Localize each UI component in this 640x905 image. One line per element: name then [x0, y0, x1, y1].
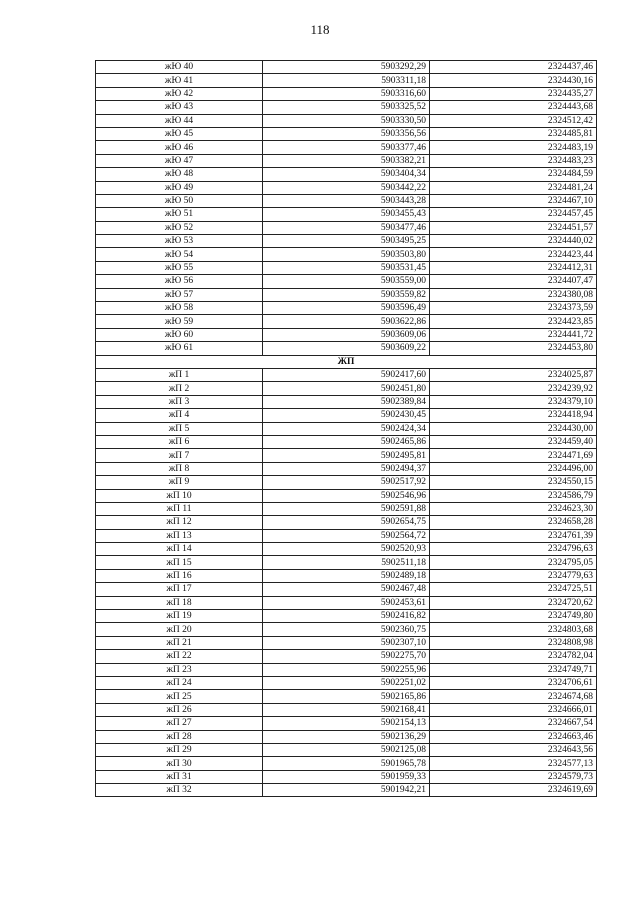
x-coordinate-cell: 5902489,18 [263, 569, 430, 582]
x-coordinate-cell: 5902494,37 [263, 462, 430, 475]
y-coordinate-cell: 2324484,59 [430, 168, 597, 181]
table-row [96, 168, 597, 181]
table-row [96, 623, 597, 636]
y-coordinate-cell: 2324803,68 [430, 623, 597, 636]
y-coordinate-cell: 2324437,46 [430, 61, 597, 74]
point-name-cell: жЮ 47 [96, 154, 263, 167]
x-coordinate-cell: 5902154,13 [263, 717, 430, 730]
point-name-cell: жП 11 [96, 502, 263, 515]
table-row [96, 449, 597, 462]
y-coordinate-cell: 2324749,71 [430, 663, 597, 676]
y-coordinate-cell: 2324795,05 [430, 556, 597, 569]
table-row [96, 462, 597, 475]
point-name-cell: жП 20 [96, 623, 263, 636]
x-coordinate-cell: 5902654,75 [263, 516, 430, 529]
y-coordinate-cell: 2324483,19 [430, 141, 597, 154]
y-coordinate-cell: 2324749,80 [430, 610, 597, 623]
point-name-cell: жП 27 [96, 717, 263, 730]
point-name-cell: жП 7 [96, 449, 263, 462]
table-row [96, 489, 597, 502]
table-row [96, 328, 597, 341]
point-name-cell: жЮ 49 [96, 181, 263, 194]
table-row [96, 61, 597, 74]
x-coordinate-cell: 5901965,78 [263, 757, 430, 770]
point-name-cell: жЮ 44 [96, 114, 263, 127]
y-coordinate-cell: 2324481,24 [430, 181, 597, 194]
table-row [96, 154, 597, 167]
x-coordinate-cell: 5901942,21 [263, 784, 430, 797]
x-coordinate-cell: 5902495,81 [263, 449, 430, 462]
x-coordinate-cell: 5902465,86 [263, 435, 430, 448]
point-name-cell: жЮ 45 [96, 127, 263, 140]
x-coordinate-cell: 5902564,72 [263, 529, 430, 542]
point-name-cell: жП 25 [96, 690, 263, 703]
table-row [96, 315, 597, 328]
y-coordinate-cell: 2324643,56 [430, 743, 597, 756]
x-coordinate-cell: 5902453,61 [263, 596, 430, 609]
x-coordinate-cell: 5902165,86 [263, 690, 430, 703]
y-coordinate-cell: 2324453,80 [430, 342, 597, 355]
table-row [96, 703, 597, 716]
y-coordinate-cell: 2324471,69 [430, 449, 597, 462]
x-coordinate-cell: 5902467,48 [263, 583, 430, 596]
point-name-cell: жП 8 [96, 462, 263, 475]
point-name-cell: жП 32 [96, 784, 263, 797]
point-name-cell: жП 12 [96, 516, 263, 529]
x-coordinate-cell: 5902451,80 [263, 382, 430, 395]
table-row [96, 87, 597, 100]
table-row [96, 757, 597, 770]
point-name-cell: жЮ 51 [96, 208, 263, 221]
y-coordinate-cell: 2324407,47 [430, 275, 597, 288]
point-name-cell: жП 3 [96, 395, 263, 408]
x-coordinate-cell: 5901959,33 [263, 770, 430, 783]
y-coordinate-cell: 2324579,73 [430, 770, 597, 783]
x-coordinate-cell: 5902275,70 [263, 650, 430, 663]
y-coordinate-cell: 2324379,10 [430, 395, 597, 408]
table-row [96, 141, 597, 154]
section-label: ЖП [96, 355, 597, 368]
coordinates-table [95, 60, 597, 797]
y-coordinate-cell: 2324512,42 [430, 114, 597, 127]
x-coordinate-cell: 5902416,82 [263, 610, 430, 623]
x-coordinate-cell: 5902591,88 [263, 502, 430, 515]
table-section [96, 355, 597, 368]
point-name-cell: жП 26 [96, 703, 263, 716]
point-name-cell: жП 17 [96, 583, 263, 596]
table-row [96, 743, 597, 756]
table-row [96, 382, 597, 395]
table-row [96, 529, 597, 542]
y-coordinate-cell: 2324808,98 [430, 636, 597, 649]
y-coordinate-cell: 2324423,44 [430, 248, 597, 261]
x-coordinate-cell: 5903609,22 [263, 342, 430, 355]
point-name-cell: жП 14 [96, 543, 263, 556]
x-coordinate-cell: 5903503,80 [263, 248, 430, 261]
x-coordinate-cell: 5903382,21 [263, 154, 430, 167]
table-row [96, 114, 597, 127]
y-coordinate-cell: 2324619,69 [430, 784, 597, 797]
y-coordinate-cell: 2324674,68 [430, 690, 597, 703]
x-coordinate-cell: 5903325,52 [263, 101, 430, 114]
point-name-cell: жП 24 [96, 676, 263, 689]
point-name-cell: жП 21 [96, 636, 263, 649]
point-name-cell: жЮ 59 [96, 315, 263, 328]
table-row [96, 502, 597, 515]
x-coordinate-cell: 5903531,45 [263, 261, 430, 274]
y-coordinate-cell: 2324483,23 [430, 154, 597, 167]
point-name-cell: жП 13 [96, 529, 263, 542]
table-row [96, 342, 597, 355]
y-coordinate-cell: 2324496,00 [430, 462, 597, 475]
table-row [96, 127, 597, 140]
x-coordinate-cell: 5902255,96 [263, 663, 430, 676]
x-coordinate-cell: 5903559,82 [263, 288, 430, 301]
table-row [96, 663, 597, 676]
point-name-cell: жЮ 56 [96, 275, 263, 288]
table-row [96, 690, 597, 703]
point-name-cell: жП 4 [96, 409, 263, 422]
x-coordinate-cell: 5902417,60 [263, 368, 430, 381]
x-coordinate-cell: 5903596,49 [263, 302, 430, 315]
y-coordinate-cell: 2324430,16 [430, 74, 597, 87]
x-coordinate-cell: 5902511,18 [263, 556, 430, 569]
table-row [96, 275, 597, 288]
y-coordinate-cell: 2324586,79 [430, 489, 597, 502]
y-coordinate-cell: 2324380,08 [430, 288, 597, 301]
y-coordinate-cell: 2324706,61 [430, 676, 597, 689]
x-coordinate-cell: 5902307,10 [263, 636, 430, 649]
table-row [96, 636, 597, 649]
y-coordinate-cell: 2324725,51 [430, 583, 597, 596]
point-name-cell: жЮ 52 [96, 221, 263, 234]
table-row [96, 569, 597, 582]
x-coordinate-cell: 5902389,84 [263, 395, 430, 408]
table-row [96, 221, 597, 234]
y-coordinate-cell: 2324423,85 [430, 315, 597, 328]
y-coordinate-cell: 2324430,00 [430, 422, 597, 435]
point-name-cell: жП 28 [96, 730, 263, 743]
y-coordinate-cell: 2324761,39 [430, 529, 597, 542]
table-row [96, 784, 597, 797]
x-coordinate-cell: 5903442,22 [263, 181, 430, 194]
point-name-cell: жП 10 [96, 489, 263, 502]
point-name-cell: жЮ 61 [96, 342, 263, 355]
table-row [96, 208, 597, 221]
y-coordinate-cell: 2324373,59 [430, 302, 597, 315]
y-coordinate-cell: 2324239,92 [430, 382, 597, 395]
point-name-cell: жП 19 [96, 610, 263, 623]
x-coordinate-cell: 5902424,34 [263, 422, 430, 435]
y-coordinate-cell: 2324457,45 [430, 208, 597, 221]
point-name-cell: жЮ 46 [96, 141, 263, 154]
point-name-cell: жП 29 [96, 743, 263, 756]
point-name-cell: жЮ 58 [96, 302, 263, 315]
y-coordinate-cell: 2324782,04 [430, 650, 597, 663]
y-coordinate-cell: 2324467,10 [430, 194, 597, 207]
x-coordinate-cell: 5902125,08 [263, 743, 430, 756]
point-name-cell: жЮ 48 [96, 168, 263, 181]
y-coordinate-cell: 2324720,62 [430, 596, 597, 609]
point-name-cell: жП 22 [96, 650, 263, 663]
x-coordinate-cell: 5903477,46 [263, 221, 430, 234]
x-coordinate-cell: 5903330,50 [263, 114, 430, 127]
table-row [96, 583, 597, 596]
y-coordinate-cell: 2324623,30 [430, 502, 597, 515]
table-row [96, 235, 597, 248]
y-coordinate-cell: 2324779,63 [430, 569, 597, 582]
x-coordinate-cell: 5903311,18 [263, 74, 430, 87]
y-coordinate-cell: 2324658,28 [430, 516, 597, 529]
x-coordinate-cell: 5902168,41 [263, 703, 430, 716]
table-row [96, 288, 597, 301]
y-coordinate-cell: 2324666,01 [430, 703, 597, 716]
x-coordinate-cell: 5902546,96 [263, 489, 430, 502]
table-row [96, 395, 597, 408]
y-coordinate-cell: 2324451,57 [430, 221, 597, 234]
point-name-cell: жП 5 [96, 422, 263, 435]
point-name-cell: жП 23 [96, 663, 263, 676]
table-row [96, 596, 597, 609]
point-name-cell: жП 9 [96, 476, 263, 489]
table-row [96, 610, 597, 623]
table-row [96, 516, 597, 529]
table-row [96, 422, 597, 435]
point-name-cell: жП 16 [96, 569, 263, 582]
x-coordinate-cell: 5902517,92 [263, 476, 430, 489]
table-row [96, 368, 597, 381]
x-coordinate-cell: 5902136,29 [263, 730, 430, 743]
point-name-cell: жП 31 [96, 770, 263, 783]
y-coordinate-cell: 2324485,81 [430, 127, 597, 140]
table-row [96, 543, 597, 556]
x-coordinate-cell: 5903356,56 [263, 127, 430, 140]
point-name-cell: жП 18 [96, 596, 263, 609]
point-name-cell: жП 2 [96, 382, 263, 395]
table-row [96, 101, 597, 114]
point-name-cell: жП 15 [96, 556, 263, 569]
point-name-cell: жЮ 57 [96, 288, 263, 301]
table-row [96, 717, 597, 730]
point-name-cell: жЮ 55 [96, 261, 263, 274]
table-row [96, 770, 597, 783]
x-coordinate-cell: 5902520,93 [263, 543, 430, 556]
table-row [96, 650, 597, 663]
point-name-cell: жП 1 [96, 368, 263, 381]
table-row [96, 74, 597, 87]
point-name-cell: жЮ 50 [96, 194, 263, 207]
y-coordinate-cell: 2324459,40 [430, 435, 597, 448]
point-name-cell: жЮ 41 [96, 74, 263, 87]
point-name-cell: жП 30 [96, 757, 263, 770]
table-row [96, 409, 597, 422]
x-coordinate-cell: 5903609,06 [263, 328, 430, 341]
y-coordinate-cell: 2324418,94 [430, 409, 597, 422]
point-name-cell: жЮ 40 [96, 61, 263, 74]
table-row [96, 476, 597, 489]
x-coordinate-cell: 5902251,02 [263, 676, 430, 689]
x-coordinate-cell: 5903292,29 [263, 61, 430, 74]
y-coordinate-cell: 2324667,54 [430, 717, 597, 730]
x-coordinate-cell: 5903495,25 [263, 235, 430, 248]
page-number: 118 [310, 22, 330, 37]
y-coordinate-cell: 2324550,15 [430, 476, 597, 489]
x-coordinate-cell: 5903559,00 [263, 275, 430, 288]
point-name-cell: жЮ 43 [96, 101, 263, 114]
x-coordinate-cell: 5902360,75 [263, 623, 430, 636]
x-coordinate-cell: 5903443,28 [263, 194, 430, 207]
x-coordinate-cell: 5903404,34 [263, 168, 430, 181]
x-coordinate-cell: 5903316,60 [263, 87, 430, 100]
y-coordinate-cell: 2324663,46 [430, 730, 597, 743]
y-coordinate-cell: 2324443,68 [430, 101, 597, 114]
table-group-1 [96, 61, 597, 356]
table-row [96, 676, 597, 689]
x-coordinate-cell: 5902430,45 [263, 409, 430, 422]
point-name-cell: жЮ 54 [96, 248, 263, 261]
table-row [96, 556, 597, 569]
point-name-cell: жЮ 42 [96, 87, 263, 100]
x-coordinate-cell: 5903622,86 [263, 315, 430, 328]
table-row [96, 248, 597, 261]
table-row [96, 435, 597, 448]
y-coordinate-cell: 2324412,31 [430, 261, 597, 274]
table-row [96, 730, 597, 743]
y-coordinate-cell: 2324577,13 [430, 757, 597, 770]
point-name-cell: жЮ 60 [96, 328, 263, 341]
table-row [96, 302, 597, 315]
point-name-cell: жП 6 [96, 435, 263, 448]
y-coordinate-cell: 2324440,02 [430, 235, 597, 248]
y-coordinate-cell: 2324025,87 [430, 368, 597, 381]
y-coordinate-cell: 2324435,27 [430, 87, 597, 100]
point-name-cell: жЮ 53 [96, 235, 263, 248]
section-row [96, 355, 597, 368]
y-coordinate-cell: 2324796,63 [430, 543, 597, 556]
table-row [96, 261, 597, 274]
table-group-2 [96, 368, 597, 797]
table-row [96, 194, 597, 207]
y-coordinate-cell: 2324441,72 [430, 328, 597, 341]
table-row [96, 181, 597, 194]
x-coordinate-cell: 5903377,46 [263, 141, 430, 154]
x-coordinate-cell: 5903455,43 [263, 208, 430, 221]
